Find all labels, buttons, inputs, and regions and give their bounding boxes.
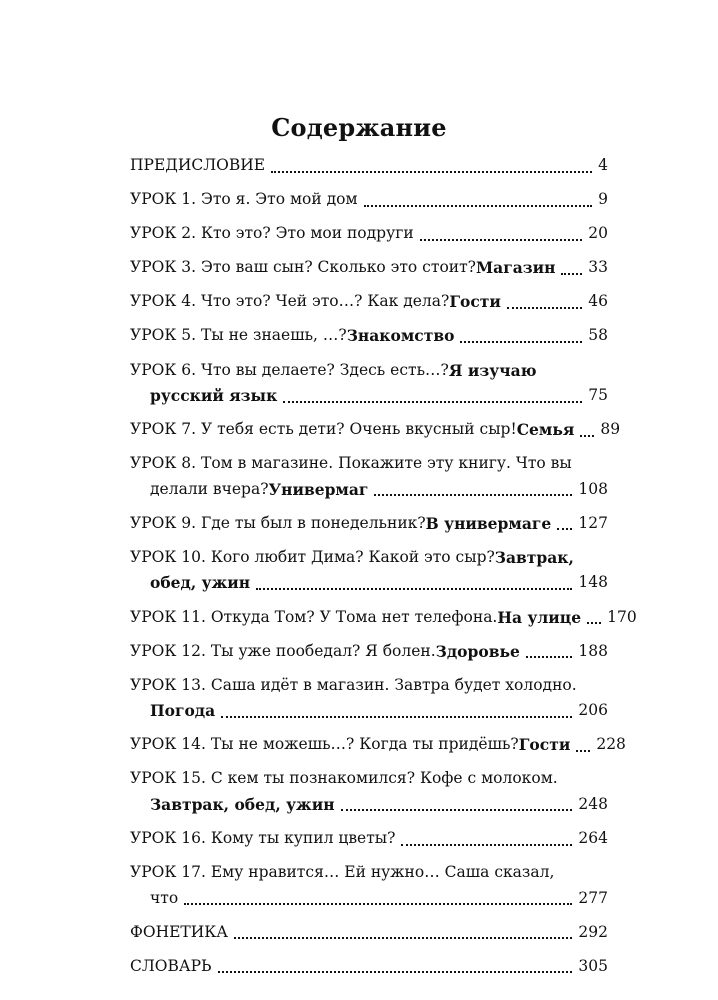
toc-entry-line — [130, 323, 608, 349]
toc-entry-text: УРОК 5. Ты не знаешь, …? — [130, 326, 347, 345]
page-number: 305 — [578, 956, 608, 975]
toc-entry — [130, 153, 608, 179]
toc-entry — [130, 954, 608, 980]
toc-entry-text: УРОК 9. Где ты был в понедельник? — [130, 513, 426, 532]
toc-entry-text: УРОК 1. Это я. Это мой дом — [130, 190, 358, 209]
toc-entry-text: УРОК 13. Саша идёт в магазин. Завтра будет холодно. — [130, 675, 577, 694]
toc-topic-label: Знакомство — [346, 326, 455, 346]
toc-entry-text: ПРЕДИСЛОВИЕ — [130, 156, 266, 174]
toc-entry-line — [130, 255, 608, 281]
dot-leader — [218, 971, 573, 973]
toc-entry — [130, 605, 637, 631]
dot-leader — [561, 273, 582, 275]
dot-leader — [587, 622, 601, 624]
toc-topic-label: Магазин — [476, 258, 556, 278]
toc-entry — [130, 511, 608, 537]
toc-entry — [130, 417, 621, 443]
toc-entry-text: что — [150, 888, 179, 907]
toc-entry-text: УРОК 10. Кого любит Дима? Какой это сыр? — [130, 547, 495, 566]
page-number: 292 — [578, 922, 608, 941]
toc-entry-line — [130, 886, 608, 912]
page-number: 264 — [578, 829, 608, 847]
page-number: 46 — [588, 292, 608, 311]
dot-leader — [526, 656, 573, 658]
toc-entry — [130, 673, 608, 724]
dot-leader — [374, 494, 572, 496]
toc-entry-line — [130, 605, 637, 631]
dot-leader — [460, 341, 582, 343]
toc-entry-text: УРОК 4. Что это? Чей это…? Как дела? — [130, 292, 450, 311]
toc-topic-label: Здоровье — [435, 641, 520, 661]
toc-entry — [130, 451, 608, 502]
page-number: 108 — [578, 479, 608, 498]
dot-leader — [341, 809, 573, 811]
dot-leader — [420, 239, 583, 241]
toc-topic-label: Гости — [449, 292, 501, 312]
toc-topic-label: На улице — [497, 607, 582, 627]
toc-entry — [130, 545, 608, 596]
page-number: 75 — [588, 386, 608, 405]
page-number: 89 — [600, 420, 621, 439]
toc-entry-line — [130, 766, 608, 792]
toc-entry-text: УРОК 16. Кому ты купил цветы? — [130, 829, 396, 847]
page-number: 188 — [578, 641, 608, 660]
toc-entry-line — [130, 570, 608, 596]
dot-leader — [576, 750, 590, 752]
toc-entry-text: УРОК 8. Том в магазине. Покажите эту книгу. Что вы — [130, 454, 572, 473]
page-number: 33 — [588, 258, 608, 277]
toc-topic-label: Погода — [150, 701, 216, 721]
toc-entry-line — [130, 954, 608, 980]
dot-leader — [507, 307, 582, 309]
toc-entry-text: УРОК 3. Это ваш сын? Сколько это стоит? — [130, 258, 476, 277]
toc-entry-text: УРОК 7. У тебя есть дети? Очень вкусный сыр! — [130, 420, 517, 439]
toc-entry — [130, 639, 608, 665]
toc-entry-line — [130, 673, 608, 699]
page-number: 148 — [578, 573, 608, 592]
toc-entry-text: ФОНЕТИКА — [130, 922, 228, 941]
page-number: 127 — [578, 513, 608, 532]
toc-topic-label: русский язык — [150, 386, 278, 406]
toc-entry — [130, 323, 608, 349]
dot-leader — [184, 903, 572, 905]
toc-entry — [130, 766, 608, 817]
toc-entry-line — [130, 698, 608, 724]
dot-leader — [234, 937, 572, 939]
toc-entry — [130, 358, 608, 409]
dot-leader — [283, 401, 582, 403]
dot-leader — [401, 844, 572, 846]
toc-topic-label: Семья — [516, 420, 575, 440]
toc-entry — [130, 255, 608, 281]
page-number: 248 — [578, 794, 608, 813]
toc-entry-text: УРОК 15. С кем ты познакомился? Кофе с молоком. — [130, 769, 558, 788]
dot-leader — [364, 205, 593, 207]
toc-entry-line — [130, 289, 608, 315]
toc-entry-text: УРОК 17. Ему нравится… Ей нужно… Саша сказал, — [130, 863, 555, 882]
page-number: 277 — [578, 888, 608, 907]
toc-topic-label: В универмаге — [425, 513, 552, 533]
toc-entry-line — [130, 187, 608, 213]
table-of-contents — [130, 153, 637, 988]
toc-entry — [130, 826, 608, 852]
page-number: 9 — [598, 190, 608, 209]
toc-topic-label: Я изучаю — [448, 360, 537, 380]
toc-entry-text: УРОК 12. Ты уже пообедал? Я болен. — [130, 641, 436, 660]
toc-entry-line — [130, 417, 621, 443]
toc-entry-line — [130, 639, 608, 665]
dot-leader — [256, 588, 572, 590]
dot-leader — [271, 171, 592, 173]
toc-topic-label: Универмаг — [268, 479, 369, 499]
page-title: Содержание — [271, 113, 447, 142]
toc-entry-line — [130, 221, 608, 247]
page-number: 228 — [596, 735, 626, 754]
toc-entry-text: УРОК 6. Что вы делаете? Здесь есть…? — [130, 360, 449, 379]
toc-entry-line — [130, 920, 608, 946]
toc-topic-label: обед, ужин — [150, 573, 251, 593]
toc-topic-label: Завтрак, обед, ужин — [150, 794, 335, 814]
toc-entry-line — [130, 732, 626, 758]
toc-entry — [130, 221, 608, 247]
toc-entry-text: делали вчера? — [150, 479, 269, 498]
toc-entry — [130, 732, 626, 758]
dot-leader — [580, 435, 594, 437]
toc-entry — [130, 920, 608, 946]
page-number: 170 — [607, 607, 637, 626]
toc-entry-text: УРОК 11. Откуда Том? У Тома нет телефона. — [130, 607, 498, 626]
toc-entry-text: УРОК 14. Ты не можешь…? Когда ты придёшь? — [130, 735, 519, 754]
toc-entry-line — [130, 358, 608, 384]
toc-entry-line — [130, 860, 608, 886]
toc-entry-line — [130, 383, 608, 409]
toc-entry-text: УРОК 2. Кто это? Это мои подруги — [130, 224, 414, 243]
dot-leader — [557, 528, 572, 530]
page-number: 20 — [588, 224, 608, 243]
toc-topic-label: Гости — [518, 735, 571, 755]
toc-topic-label: Завтрак, — [494, 547, 574, 567]
toc-entry — [130, 187, 608, 213]
page-number: 206 — [578, 701, 608, 720]
toc-entry — [130, 289, 608, 315]
toc-entry-line — [130, 451, 608, 477]
toc-entry-line — [130, 792, 608, 818]
page-number: 4 — [598, 156, 608, 174]
toc-entry-line — [130, 826, 608, 852]
toc-entry-line — [130, 153, 608, 179]
dot-leader — [221, 716, 572, 718]
toc-entry-text: СЛОВАРЬ — [130, 956, 212, 975]
toc-entry-line — [130, 477, 608, 503]
page-number: 58 — [588, 326, 608, 345]
toc-entry-line — [130, 545, 608, 571]
toc-entry-line — [130, 511, 608, 537]
toc-entry — [130, 860, 608, 911]
